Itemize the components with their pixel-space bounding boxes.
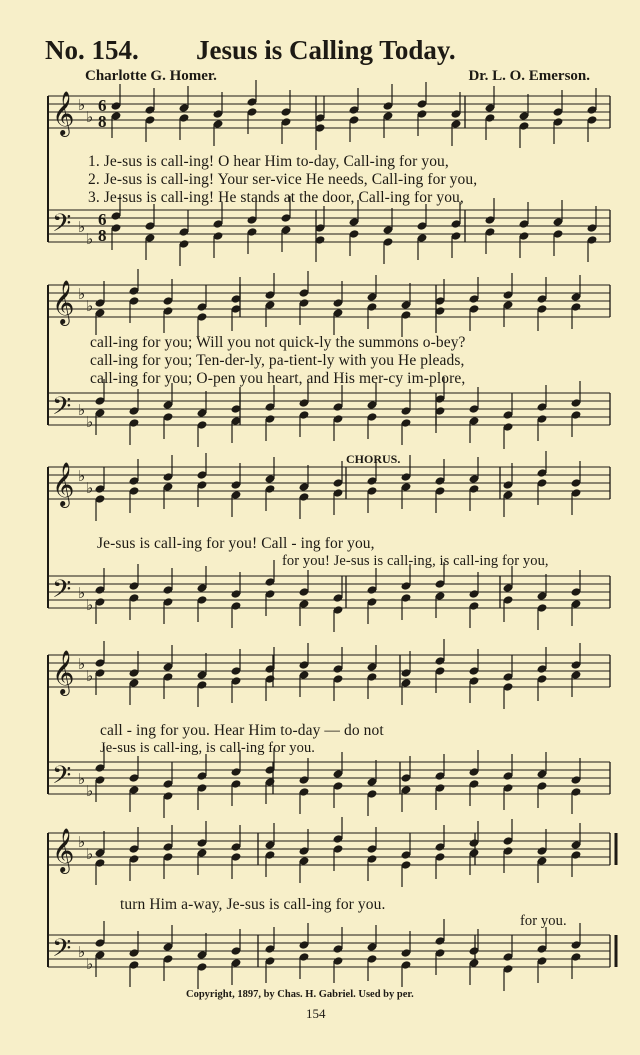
bass-clef-icon: 𝄢 xyxy=(52,761,72,796)
flat-icon: ♭ xyxy=(86,479,94,497)
bass-clef-icon: 𝄢 xyxy=(52,575,72,610)
verse1-line1: 1. Je-sus is call-ing! O hear Him to-day, Call-ing for you, xyxy=(88,153,449,170)
flat-icon: ♭ xyxy=(86,955,94,973)
chorus-line3-upper: turn Him a-way, Je-sus is call-ing for you. xyxy=(120,896,386,913)
flat-icon: ♭ xyxy=(86,845,94,863)
verse3-line1: 3. Je-sus is call-ing! He stands at the door, Call-ing for you, xyxy=(88,189,464,206)
verse2-line1: 2. Je-sus is call-ing! Your ser-vice He needs, Call-ing for you, xyxy=(88,171,478,188)
flat-icon: ♭ xyxy=(78,285,86,303)
verse2-line2: call-ing for you; Ten-der-ly, pa-tient-ly with you He pleads, xyxy=(90,352,465,369)
chorus-line1-lower: for you! Je-sus is call-ing, is call-ing for you, xyxy=(282,553,549,569)
page-number: 154 xyxy=(306,1006,326,1021)
flat-icon: ♭ xyxy=(86,413,94,431)
flat-icon: ♭ xyxy=(78,467,86,485)
chorus-line2-lower: Je-sus is call-ing, is call-ing for you. xyxy=(100,740,316,756)
flat-icon: ♭ xyxy=(86,782,94,800)
time-signature-numerator: 6 xyxy=(98,96,107,115)
hymn-number: No. 154. xyxy=(45,35,139,65)
time-signature-numerator: 6 xyxy=(98,210,107,229)
composer-credit: Dr. L. O. Emerson. xyxy=(468,68,590,84)
treble-clef-icon: 𝄞 xyxy=(52,280,75,324)
treble-clef-icon: 𝄞 xyxy=(52,650,75,694)
flat-icon: ♭ xyxy=(86,230,94,248)
bass-clef-icon: 𝄢 xyxy=(52,392,72,427)
chorus-label: CHORUS. xyxy=(346,452,401,466)
time-signature-denominator: 8 xyxy=(98,226,107,245)
flat-icon: ♭ xyxy=(78,770,86,788)
time-signature-denominator: 8 xyxy=(98,112,107,131)
verse3-line2: call-ing for you; O-pen you heart, and His mer-cy im-plore, xyxy=(90,370,466,387)
copyright-notice: Copyright, 1897, by Chas. H. Gabriel. Used by per. xyxy=(186,989,414,1000)
flat-icon: ♭ xyxy=(78,96,86,114)
treble-clef-icon: 𝄞 xyxy=(52,91,75,135)
flat-icon: ♭ xyxy=(78,584,86,602)
treble-clef-icon: 𝄞 xyxy=(52,462,75,506)
flat-icon: ♭ xyxy=(86,108,94,126)
bass-clef-icon: 𝄢 xyxy=(52,209,72,244)
flat-icon: ♭ xyxy=(78,401,86,419)
chorus-line1-upper: Je-sus is call-ing for you! Call - ing for you, xyxy=(97,535,375,552)
flat-icon: ♭ xyxy=(86,596,94,614)
verse1-line2: call-ing for you; Will you not quick-ly the summons o-bey? xyxy=(90,334,466,351)
hymn-title: Jesus is Calling Today. xyxy=(196,35,456,65)
flat-icon: ♭ xyxy=(86,667,94,685)
flat-icon: ♭ xyxy=(78,943,86,961)
flat-icon: ♭ xyxy=(78,218,86,236)
lyricist-credit: Charlotte G. Homer. xyxy=(85,68,217,84)
flat-icon: ♭ xyxy=(78,655,86,673)
flat-icon: ♭ xyxy=(78,833,86,851)
chorus-line3-lower: for you. xyxy=(520,913,567,929)
treble-clef-icon: 𝄞 xyxy=(52,828,75,872)
flat-icon: ♭ xyxy=(86,297,94,315)
chorus-line2-upper: call - ing for you. Hear Him to-day — do not xyxy=(100,722,384,739)
bass-clef-icon: 𝄢 xyxy=(52,934,72,969)
